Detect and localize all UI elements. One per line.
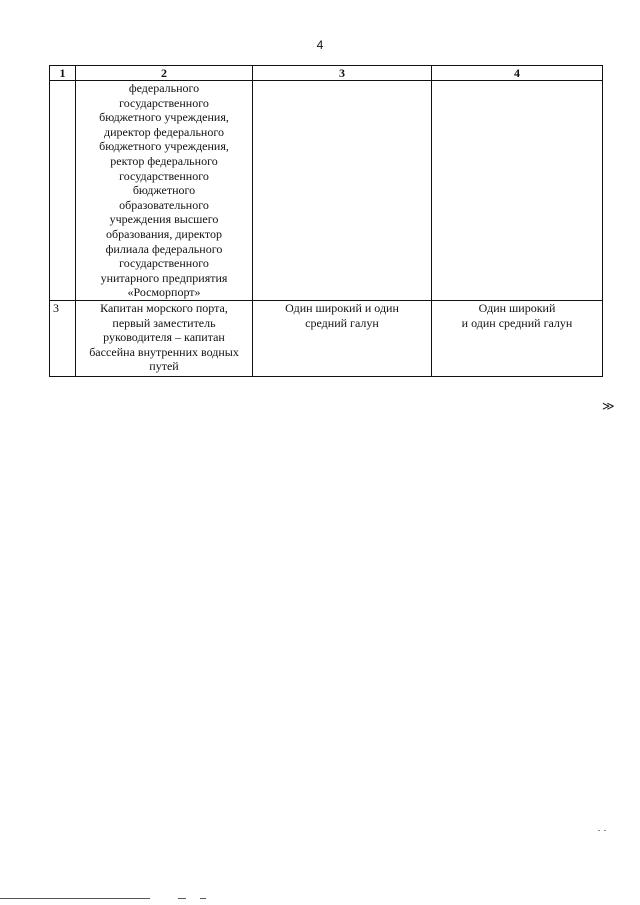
cell-text-line: первый заместитель <box>112 315 216 330</box>
galloon-table <box>49 65 603 377</box>
cell-column-4 <box>432 301 603 377</box>
cell-text-line: бюджетного учреждения, <box>99 139 229 154</box>
cell-text-line: «Росморпорт» <box>127 285 201 300</box>
cell-text-line: Один широкий и один <box>285 301 399 315</box>
cell-column-3 <box>253 81 432 301</box>
cell-text-line: Капитан морского порта, <box>100 301 228 315</box>
cell-text-line: руководителя – капитан <box>103 330 225 345</box>
cell-text-line: бюджетного <box>132 183 196 198</box>
scan-edge-line <box>0 898 150 899</box>
cell-text-line: путей <box>149 359 179 374</box>
column-header-2: 2 <box>76 66 253 81</box>
cell-text-line: бассейна внутренних водных <box>89 344 239 359</box>
cell-text-line: федерального <box>128 81 200 95</box>
cell-text-line: директор федерального <box>104 124 224 139</box>
scan-speck <box>604 830 606 831</box>
cell-text-line: Один широкий <box>478 301 556 315</box>
table-header-row <box>50 66 603 81</box>
scan-edge-line <box>200 898 206 899</box>
scan-speck <box>598 830 600 831</box>
cell-text-line: средний галун <box>305 315 379 330</box>
cell-text-line: государственного <box>119 168 209 183</box>
cell-column-2 <box>76 301 253 377</box>
cell-text-line: ректор федерального <box>110 153 218 168</box>
column-header-1: 1 <box>50 66 76 81</box>
column-header-4: 4 <box>432 66 603 81</box>
cell-text-line: учреждения высшего <box>109 212 219 227</box>
cell-text-line: образовательного <box>119 197 209 212</box>
cell-text-line: образования, директор <box>106 226 222 241</box>
cell-text-line: унитарного предприятия <box>100 270 228 285</box>
row-number-cell <box>50 81 76 301</box>
cell-column-3 <box>253 301 432 377</box>
cell-text-line: государственного <box>119 256 209 271</box>
cell-column-2 <box>76 81 253 301</box>
cell-text-line: и один средний галун <box>461 315 573 330</box>
cell-column-4 <box>432 81 603 301</box>
cell-text-line: бюджетного учреждения, <box>99 110 229 125</box>
cell-text-line: филиала федерального <box>105 241 223 256</box>
page-number: 4 <box>316 38 324 52</box>
row-number-cell: 3 <box>50 301 76 377</box>
table-row <box>50 301 603 377</box>
column-header-3: 3 <box>253 66 432 81</box>
table-body <box>50 81 603 377</box>
continuation-mark: ≫ <box>602 399 615 413</box>
table-row <box>50 81 603 301</box>
scan-edge-line <box>178 898 186 899</box>
cell-text-line: государственного <box>119 95 209 110</box>
